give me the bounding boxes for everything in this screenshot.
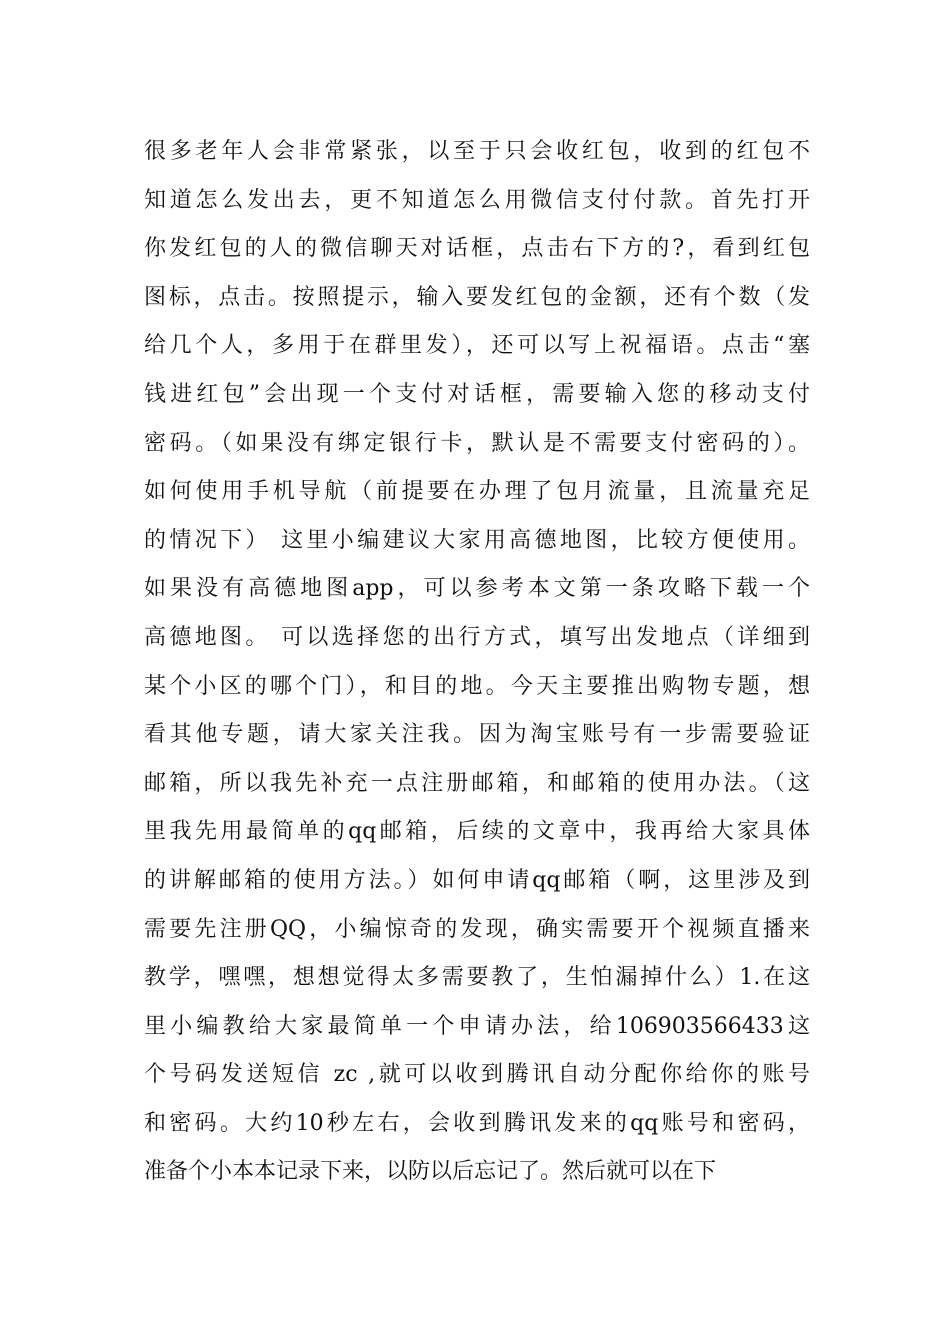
text-line: 知道怎么发出去，更不知道怎么用微信支付付款。首先打开	[144, 187, 810, 213]
text-line: 给几个人，多用于在群里发），还可以写上祝福语。点击“塞	[144, 333, 810, 359]
text-line: 密码。（如果没有绑定银行卡，默认是不需要支付密码的）。	[144, 430, 810, 456]
text-line: 看其他专题，请大家关注我。因为淘宝账号有一步需要验证	[144, 722, 810, 748]
text-line: 如何使用手机导航（前提要在办理了包月流量，且流量充足	[144, 479, 810, 505]
text-line: 里小编教给大家最简单一个申请办法，给106903566433这	[144, 1013, 810, 1039]
text-line: 和密码。大约10秒左右，会收到腾讯发来的qq账号和密码，	[144, 1110, 810, 1136]
text-line: 如果没有高德地图app，可以参考本文第一条攻略下载一个	[144, 576, 810, 602]
text-line: 你发红包的人的微信聊天对话框，点击右下方的?，看到红包	[144, 236, 810, 262]
text-line: 某个小区的哪个门），和目的地。今天主要推出购物专题，想	[144, 673, 810, 699]
text-line: 的情况下） 这里小编建议大家用高德地图，比较方便使用。	[144, 527, 810, 553]
text-line: 钱进红包”会出现一个支付对话框，需要输入您的移动支付	[144, 381, 810, 407]
text-line: 准备个小本本记录下来，以防以后忘记了。然后就可以在下	[144, 1159, 717, 1185]
body-text	[144, 128, 810, 1197]
text-line: 图标，点击。按照提示，输入要发红包的金额，还有个数（发	[144, 284, 810, 310]
text-line: 邮箱，所以我先补充一点注册邮箱，和邮箱的使用办法。（这	[144, 770, 810, 796]
text-line: 的讲解邮箱的使用方法。）如何申请qq邮箱（啊，这里涉及到	[144, 867, 810, 893]
text-line: 教学，嘿嘿，想想觉得太多需要教了，生怕漏掉什么）1.在这	[144, 965, 810, 991]
text-line: 高德地图。 可以选择您的出行方式，填写出发地点（详细到	[144, 624, 810, 650]
text-line: 需要先注册QQ，小编惊奇的发现，确实需要开个视频直播来	[144, 916, 810, 942]
text-line: 很多老年人会非常紧张，以至于只会收红包，收到的红包不	[144, 139, 810, 164]
text-line: 个号码发送短信 zc ,就可以收到腾讯自动分配你给你的账号	[144, 1062, 810, 1088]
text-line: 里我先用最简单的qq邮箱，后续的文章中，我再给大家具体	[144, 819, 810, 845]
